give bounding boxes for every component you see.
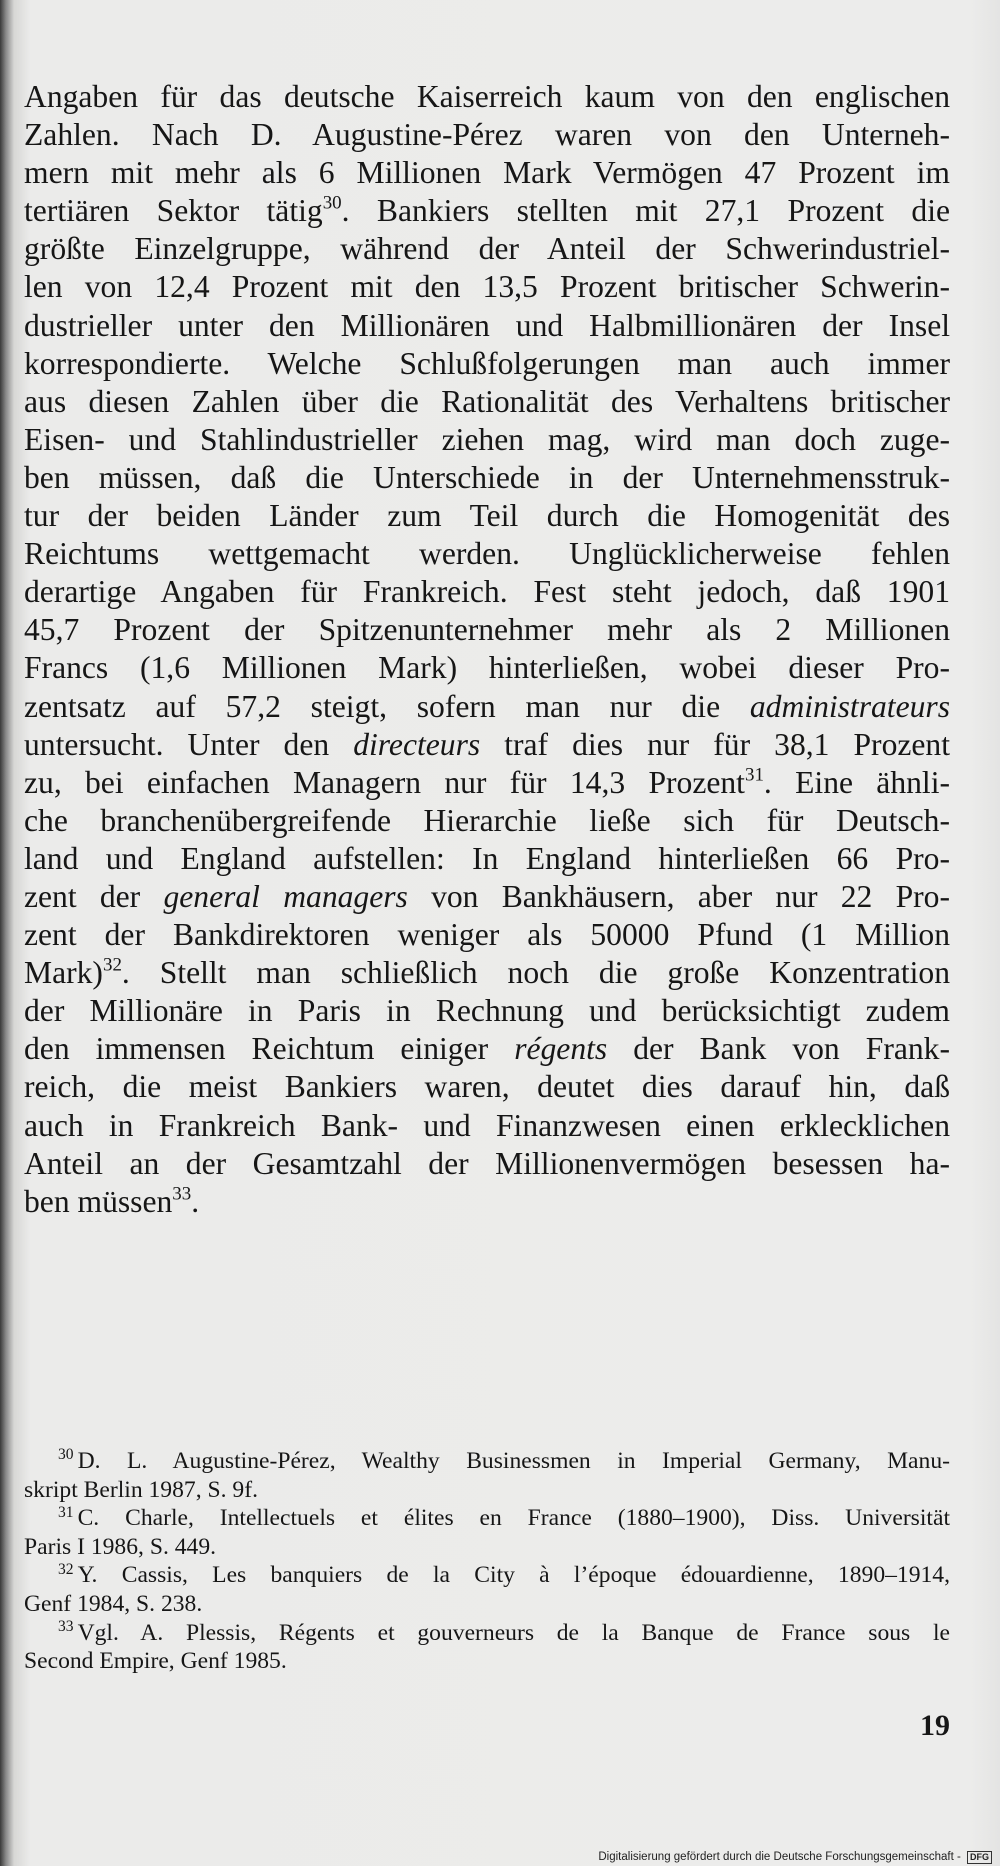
body-line: Eisen- und Stahlindustrieller ziehen mag, wird man doch zuge- bbox=[24, 421, 950, 457]
body-line: der Millionäre in Paris in Rechnung und berücksichtigt zudem bbox=[24, 993, 950, 1029]
footnote-reference: 31 bbox=[744, 764, 764, 786]
footnote-reference: 33 bbox=[172, 1183, 192, 1205]
body-line: derartige Angaben für Frankreich. Fest steht jedoch, daß 1901 bbox=[24, 574, 950, 610]
body-line: ben müssen$^{33}$. bbox=[24, 1183, 200, 1219]
footnote-line: $^{33}$ Vgl. A. Plessis, Régents et gouverneurs de la Banque de France sous le bbox=[58, 1618, 950, 1646]
body-line: Anteil an der Gesamtzahl der Millionenvermögen besessen ha- bbox=[24, 1145, 950, 1181]
italic-term: administrateurs bbox=[749, 688, 950, 724]
footnote-reference: 32 bbox=[102, 954, 122, 976]
footnote-line: Paris I 1986, S. 449. bbox=[24, 1533, 217, 1560]
body-line: che branchenübergreifende Hierarchie ließe sich für Deutsch- bbox=[24, 802, 950, 838]
body-line: tur der beiden Länder zum Teil durch die Homogenität des bbox=[24, 498, 950, 534]
body-line: Zahlen. Nach D. Augustine-Pérez waren von den Unterneh- bbox=[24, 117, 950, 153]
dfg-logo: DFG bbox=[967, 1851, 992, 1864]
footnote bbox=[24, 1504, 950, 1561]
body-line: untersucht. Unter den directeurs traf dies nur für 38,1 Prozent bbox=[24, 726, 950, 762]
footnote bbox=[24, 1619, 950, 1676]
footnote-number: 32 bbox=[58, 1560, 74, 1578]
body-line: zu, bei einfachen Managern nur für 14,3 Prozent$^{31}$. Eine ähnli- bbox=[24, 764, 950, 800]
body-line: zentsatz auf 57,2 steigt, sofern man nur die administrateurs bbox=[24, 688, 950, 724]
body-line: größte Einzelgruppe, während der Anteil der Schwerindustriel- bbox=[24, 231, 950, 267]
digitization-note-text: Digitalisierung gefördert durch die Deutsche Forschungsgemeinschaft - bbox=[598, 1851, 961, 1863]
body-line: aus diesen Zahlen über die Rationalität des Verhaltens britischer bbox=[24, 383, 950, 419]
footnote-line: $^{32}$ Y. Cassis, Les banquiers de la City à l’époque édouardienne, 1890–1914, bbox=[58, 1560, 950, 1589]
body-line: Angaben für das deutsche Kaiserreich kaum von den englischen bbox=[24, 79, 950, 114]
footnotes bbox=[24, 1447, 950, 1676]
body-line: Mark)$^{32}$. Stellt man schließlich noch die große Konzentration bbox=[24, 954, 950, 991]
italic-term: directeurs bbox=[353, 726, 481, 762]
body-line: 45,7 Prozent der Spitzenunternehmer mehr als 2 Millionen bbox=[24, 612, 950, 648]
body-line: land und England aufstellen: In England hinterließen 66 Pro- bbox=[24, 840, 950, 876]
footnote-line: skript Berlin 1987, S. 9f. bbox=[24, 1476, 258, 1503]
italic-term: general managers bbox=[163, 878, 408, 914]
body-text bbox=[24, 78, 950, 1221]
page-number: 19 bbox=[920, 1709, 950, 1742]
body-line: den immensen Reichtum einiger régents der Bank von Frank- bbox=[24, 1031, 950, 1067]
footnote-number: 33 bbox=[58, 1618, 74, 1635]
body-line: zent der Bankdirektoren weniger als 50000 Pfund (1 Million bbox=[24, 917, 950, 953]
footnote-number: 30 bbox=[58, 1446, 74, 1464]
body-line: dustrieller unter den Millionären und Halbmillionären der Insel bbox=[24, 307, 950, 343]
footnote-line: Genf 1984, S. 238. bbox=[24, 1590, 203, 1617]
italic-term: régents bbox=[514, 1031, 608, 1067]
footnote-reference: 30 bbox=[322, 192, 342, 214]
body-line: auch in Frankreich Bank- und Finanzwesen einen erklecklichen bbox=[24, 1107, 950, 1143]
footnote bbox=[24, 1447, 950, 1504]
footnote-line: $^{30}$ D. L. Augustine-Pérez, Wealthy Businessmen in Imperial Germany, Manu- bbox=[58, 1446, 950, 1474]
body-line: korrespondierte. Welche Schlußfolgerungen man auch immer bbox=[24, 345, 950, 381]
body-line: reich, die meist Bankiers waren, deutet dies darauf hin, daß bbox=[24, 1069, 950, 1105]
footnote-line: $^{31}$ C. Charle, Intellectuels et élites en France (1880–1900), Diss. Universität bbox=[58, 1503, 950, 1532]
body-line: tertiären Sektor tätig$^{30}$. Bankiers stellten mit 27,1 Prozent die bbox=[24, 192, 950, 229]
footnote-line: Second Empire, Genf 1985. bbox=[24, 1648, 287, 1675]
body-line: Francs (1,6 Millionen Mark) hinterließen, wobei dieser Pro- bbox=[24, 650, 950, 686]
body-line: zent der general managers von Bankhäusern, aber nur 22 Pro- bbox=[24, 878, 950, 914]
body-line: len von 12,4 Prozent mit den 13,5 Prozent britischer Schwerin- bbox=[24, 269, 950, 305]
body-line: mern mit mehr als 6 Millionen Mark Vermögen 47 Prozent im bbox=[24, 155, 950, 191]
footnote-number: 31 bbox=[58, 1503, 74, 1521]
digitization-note bbox=[598, 1851, 992, 1864]
body-line: Reichtums wettgemacht werden. Unglücklicherweise fehlen bbox=[24, 536, 950, 572]
body-line: ben müssen, daß die Unterschiede in der Unternehmensstruk- bbox=[24, 459, 950, 495]
footnote bbox=[24, 1561, 950, 1618]
